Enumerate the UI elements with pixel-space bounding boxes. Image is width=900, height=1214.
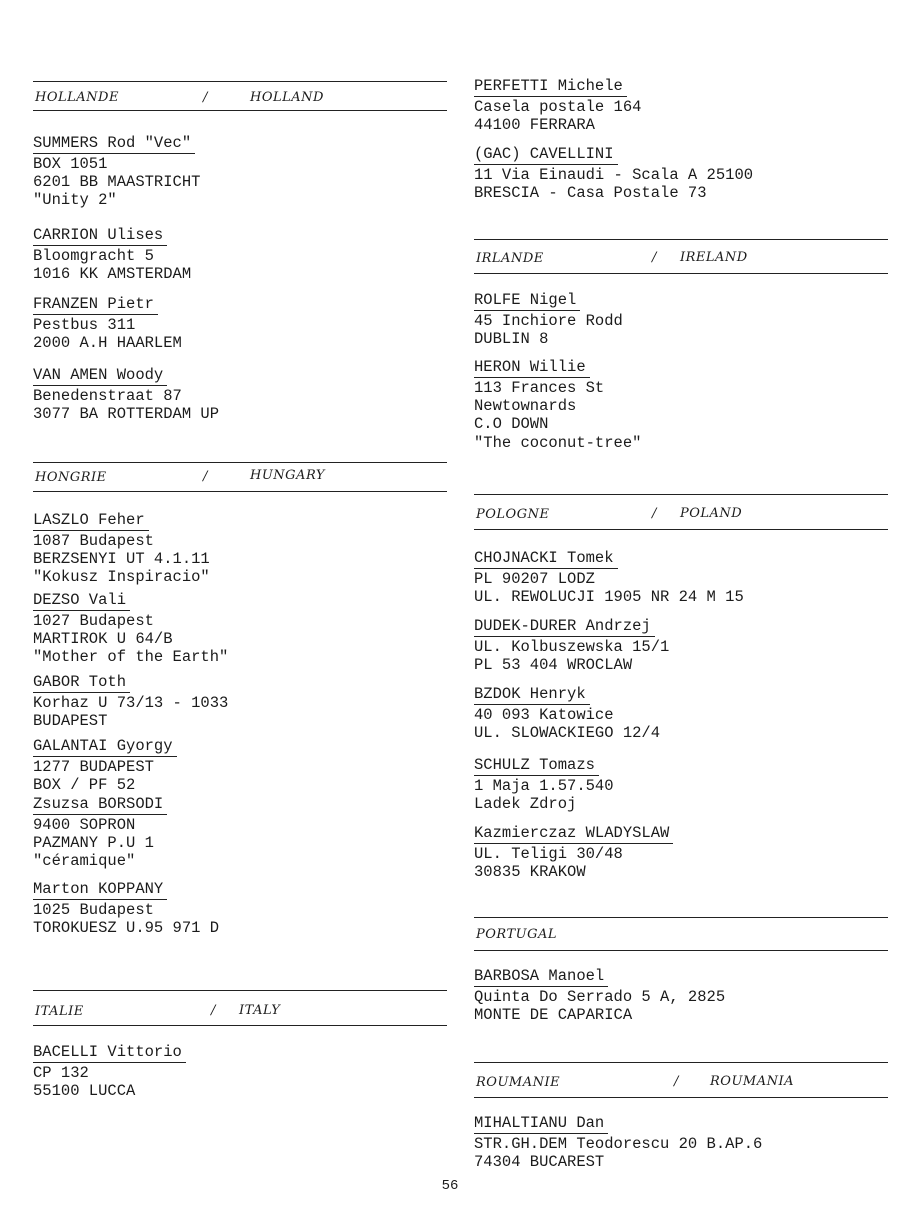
section-separator: / — [674, 1074, 679, 1089]
address-entry — [474, 549, 744, 606]
address-entry — [33, 1043, 186, 1100]
section-country-en: ROUMANIA — [710, 1074, 794, 1089]
address-line: 30835 KRAKOW — [474, 863, 586, 882]
address-line: Casela postale 164 — [474, 98, 642, 116]
address-line: Quinta Do Serrado 5 A, 2825 — [474, 988, 726, 1006]
address-line: 74304 BUCAREST — [474, 1153, 605, 1172]
address-line: BOX 1051 — [33, 155, 108, 173]
section-country-fr: HOLLANDE — [35, 90, 119, 105]
address-line: 2000 A.H HAARLEM — [33, 334, 182, 353]
section-country-fr: POLOGNE — [476, 507, 550, 522]
section-country-en: HUNGARY — [250, 468, 325, 483]
address-line: Benedenstraat 87 — [33, 387, 182, 405]
contact-name: CHOJNACKI Tomek — [474, 549, 618, 569]
address-line: "Unity 2" — [33, 191, 117, 210]
address-line: DUBLIN 8 — [474, 330, 549, 349]
address-line: "Kokusz Inspiracio" — [33, 568, 210, 587]
address-line: "The coconut-tree" — [474, 433, 642, 452]
address-entry — [33, 134, 200, 210]
section-country-fr: PORTUGAL — [476, 927, 557, 942]
section-separator: / — [652, 506, 657, 521]
address-line: 1 Maja 1.57.540 — [474, 777, 614, 795]
address-entry — [33, 366, 219, 423]
contact-name: SCHULZ Tomazs — [474, 756, 599, 776]
address-line: 44100 FERRARA — [474, 116, 595, 135]
contact-name: (GAC) CAVELLINI — [474, 145, 618, 165]
address-line: UL. REWOLUCJI 1905 NR 24 M 15 — [474, 588, 744, 607]
contact-name: Marton KOPPANY — [33, 880, 167, 900]
address-line: Pestbus 311 — [33, 316, 136, 334]
address-line: 1027 Budapest — [33, 612, 154, 630]
section-separator: / — [652, 250, 657, 265]
address-entry — [474, 1114, 762, 1171]
address-entry — [33, 880, 219, 937]
address-entry — [33, 673, 228, 730]
section-separator: / — [203, 90, 208, 105]
section-header-italy — [33, 990, 447, 1026]
section-header-poland — [474, 494, 888, 530]
section-country-fr: ROUMANIE — [476, 1075, 561, 1090]
address-line: C.O DOWN — [474, 415, 549, 434]
address-line: 9400 SOPRON — [33, 816, 136, 834]
address-entry — [474, 824, 673, 881]
address-line: "Mother of the Earth" — [33, 648, 229, 667]
section-header-holland — [33, 81, 447, 111]
contact-name: DEZSO Vali — [33, 591, 130, 611]
address-entry — [474, 77, 641, 134]
contact-name: VAN AMEN Woody — [33, 366, 167, 386]
address-line: UL. Teligi 30/48 — [474, 845, 623, 863]
address-line: 40 093 Katowice — [474, 706, 614, 724]
address-line: PL 53 404 WROCLAW — [474, 656, 633, 675]
address-entry — [474, 358, 641, 452]
address-line: Newtownards — [474, 397, 577, 416]
section-header-roumania — [474, 1062, 888, 1098]
contact-name: PERFETTI Michele — [474, 77, 627, 97]
section-country-fr: ITALIE — [35, 1004, 84, 1019]
contact-name: Zsuzsa BORSODI — [33, 795, 167, 815]
address-entry — [474, 967, 725, 1024]
section-country-en: POLAND — [680, 506, 743, 521]
address-line: "céramique" — [33, 852, 136, 871]
address-line: BUDAPEST — [33, 712, 108, 731]
section-country-fr: IRLANDE — [476, 251, 544, 266]
contact-name: GALANTAI Gyorgy — [33, 737, 177, 757]
address-line: TOROKUESZ U.95 971 D — [33, 919, 220, 938]
section-separator: / — [211, 1003, 216, 1018]
address-entry — [474, 291, 623, 348]
address-line: 3077 BA ROTTERDAM UP — [33, 405, 220, 424]
address-line: 55100 LUCCA — [33, 1082, 136, 1101]
address-line: BOX / PF 52 — [33, 776, 136, 795]
section-header-portugal — [474, 917, 888, 951]
address-line: 1025 Budapest — [33, 901, 154, 919]
section-country-en: IRELAND — [680, 250, 748, 265]
address-line: CP 132 — [33, 1064, 89, 1082]
address-line: MONTE DE CAPARICA — [474, 1006, 633, 1025]
section-header-ireland — [474, 239, 888, 274]
contact-name: CARRION Ulises — [33, 226, 167, 246]
contact-name: FRANZEN Pietr — [33, 295, 158, 315]
address-line: PAZMANY P.U 1 — [33, 834, 154, 853]
section-header-hungary — [33, 462, 447, 492]
section-country-fr: HONGRIE — [35, 470, 107, 485]
contact-name: GABOR Toth — [33, 673, 130, 693]
address-line: STR.GH.DEM Teodorescu 20 B.AP.6 — [474, 1135, 763, 1153]
address-entry — [33, 295, 182, 352]
address-line: 11 Via Einaudi - Scala A 25100 — [474, 166, 754, 184]
address-entry — [33, 737, 177, 794]
address-entry — [33, 226, 191, 283]
address-line: 113 Frances St — [474, 379, 605, 397]
page-number: 56 — [441, 1178, 459, 1194]
address-line: 1016 KK AMSTERDAM — [33, 265, 192, 284]
section-country-en: HOLLAND — [250, 90, 324, 105]
address-line: BRESCIA - Casa Postale 73 — [474, 184, 707, 203]
contact-name: LASZLO Feher — [33, 511, 149, 531]
contact-name: SUMMERS Rod "Vec" — [33, 134, 195, 154]
contact-name: ROLFE Nigel — [474, 291, 580, 311]
address-entry — [474, 685, 660, 742]
contact-name: Kazmierczaz WLADYSLAW — [474, 824, 673, 844]
contact-name: HERON Willie — [474, 358, 590, 378]
section-country-en: ITALY — [239, 1003, 281, 1018]
address-entry — [33, 591, 228, 667]
address-line: Bloomgracht 5 — [33, 247, 154, 265]
address-line: MARTIROK U 64/B — [33, 630, 173, 649]
address-entry — [474, 617, 669, 674]
address-line: UL. SLOWACKIEGO 12/4 — [474, 724, 661, 743]
address-entry — [474, 756, 614, 813]
section-separator: / — [203, 469, 208, 484]
contact-name: MIHALTIANU Dan — [474, 1114, 608, 1134]
address-entry — [474, 145, 753, 202]
contact-name: BARBOSA Manoel — [474, 967, 608, 987]
address-line: 45 Inchiore Rodd — [474, 312, 623, 330]
contact-name: BZDOK Henryk — [474, 685, 590, 705]
address-line: 1087 Budapest — [33, 532, 154, 550]
address-line: Ladek Zdroj — [474, 795, 577, 814]
address-line: UL. Kolbuszewska 15/1 — [474, 638, 670, 656]
address-entry — [33, 511, 210, 587]
address-line: BERZSENYI UT 4.1.11 — [33, 550, 210, 569]
contact-name: BACELLI Vittorio — [33, 1043, 186, 1063]
address-line: PL 90207 LODZ — [474, 570, 595, 588]
contact-name: DUDEK-DURER Andrzej — [474, 617, 655, 637]
address-line: Korhaz U 73/13 - 1033 — [33, 694, 229, 712]
address-line: 6201 BB MAASTRICHT — [33, 173, 201, 192]
address-line: 1277 BUDAPEST — [33, 758, 154, 776]
address-entry — [33, 795, 167, 871]
